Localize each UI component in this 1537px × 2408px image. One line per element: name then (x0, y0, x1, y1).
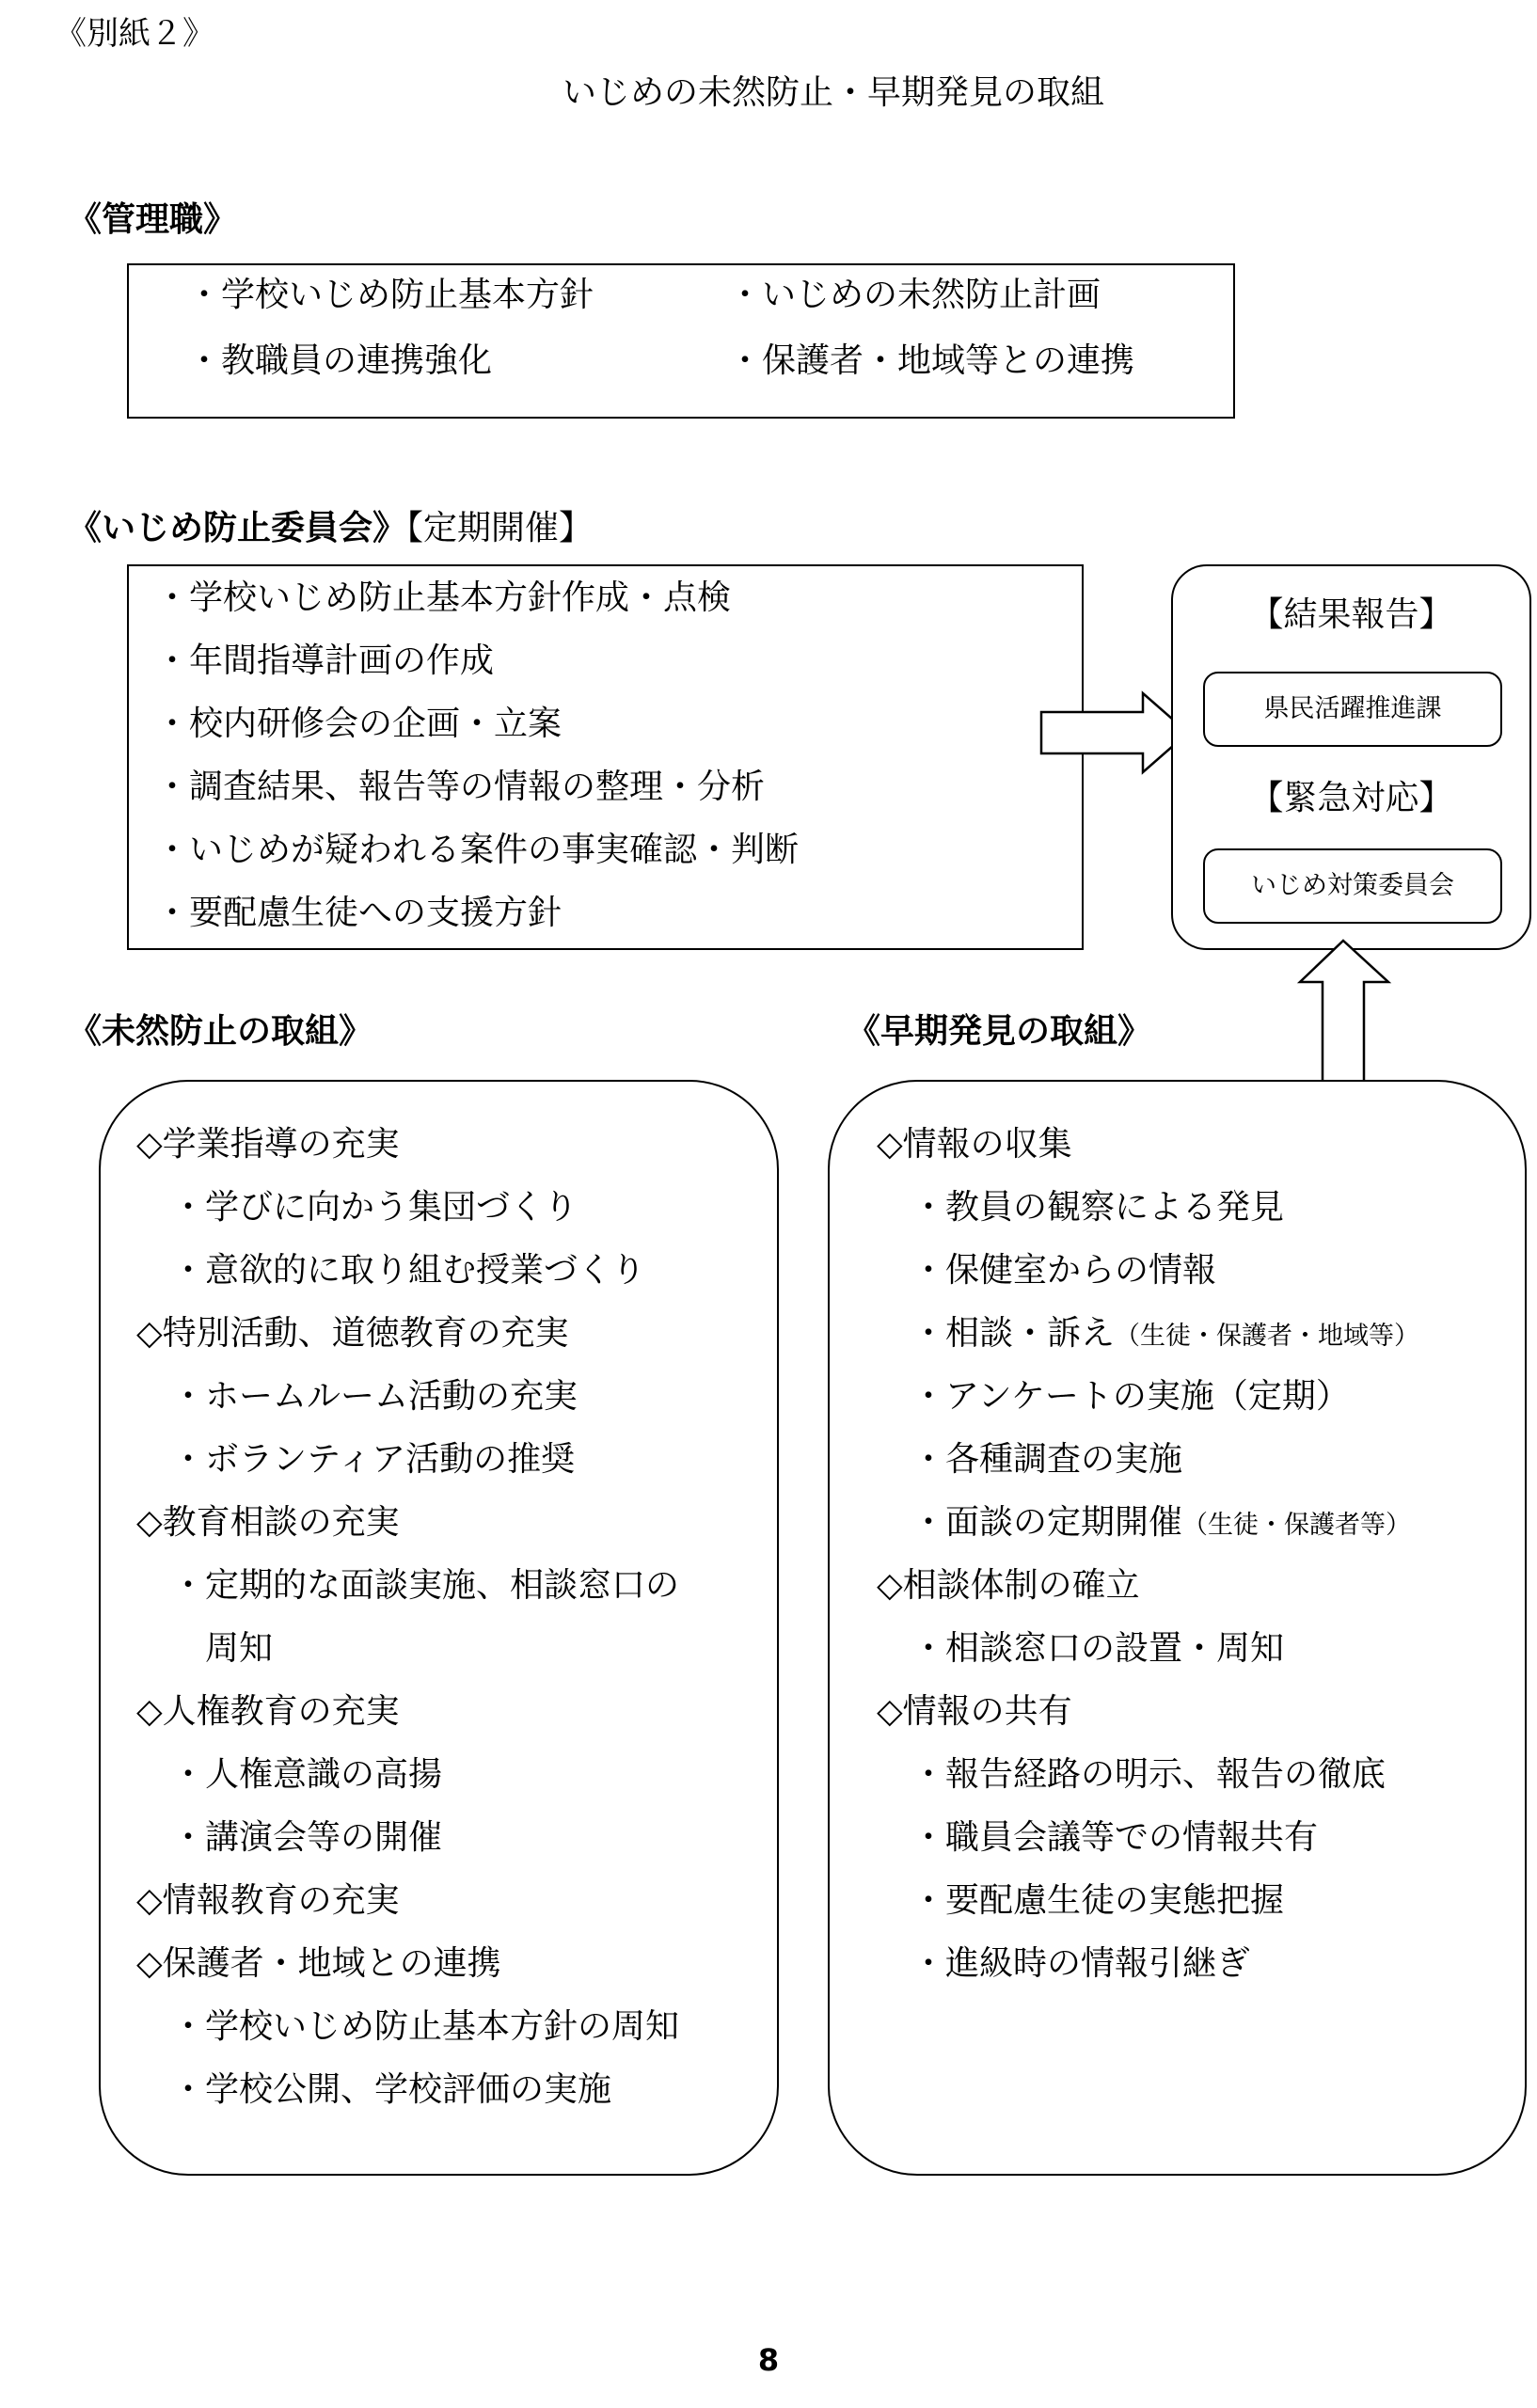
early-item: ・各種調査の実施 (911, 1440, 1183, 1479)
management-heading: 《管理職》 (68, 200, 238, 239)
page-title: いじめの未然防止・早期発見の取組 (563, 73, 1105, 112)
early-item: ・報告経路の明示、報告の徹底 (911, 1755, 1386, 1794)
result-target: 県民活躍推進課 (1263, 694, 1442, 723)
committee-item: ・学校いじめ防止基本方針作成・点検 (155, 578, 732, 617)
prevention-category: ◇人権教育の充実 (136, 1692, 400, 1731)
early-detection-heading: 《早期発見の取組》 (847, 1012, 1152, 1051)
committee-box (127, 564, 1084, 950)
early-item-interview (911, 1502, 1411, 1546)
right-arrow-icon (1039, 691, 1190, 776)
early-item-note: （生徒・保護者等） (1182, 1511, 1412, 1540)
emergency-target-box (1203, 848, 1502, 924)
attachment-label: 《別紙２》 (55, 15, 214, 53)
prevention-item: ・ホームルーム活動の充実 (171, 1377, 578, 1416)
early-category: ◇相談体制の確立 (877, 1566, 1140, 1605)
management-item: ・いじめの未然防止計画 (728, 276, 1101, 314)
report-panel (1171, 564, 1531, 950)
early-item: ・保健室からの情報 (911, 1251, 1217, 1290)
prevention-category: ◇情報教育の充実 (136, 1881, 400, 1920)
early-category: ◇情報の収集 (877, 1125, 1072, 1164)
early-item-consultation (911, 1313, 1419, 1357)
emergency-label: 【緊急対応】 (1249, 779, 1453, 817)
committee-item: ・年間指導計画の作成 (155, 642, 495, 680)
committee-item: ・いじめが疑われる案件の事実確認・判断 (155, 831, 800, 869)
prevention-category: ◇学業指導の充実 (136, 1125, 400, 1164)
management-item: ・保護者・地域等との連携 (728, 341, 1135, 380)
early-item: ・アンケートの実施（定期） (911, 1377, 1350, 1416)
early-item: ・進級時の情報引継ぎ (911, 1944, 1251, 1983)
committee-frequency: 【定期開催】 (406, 509, 594, 547)
early-item: ・相談・訴え (911, 1314, 1116, 1353)
early-item: ・要配慮生徒の実態把握 (911, 1881, 1285, 1920)
result-target-box (1203, 672, 1502, 747)
prevention-item: ・ボランティア活動の推奨 (171, 1440, 576, 1479)
result-report-label: 【結果報告】 (1249, 595, 1453, 634)
management-item: ・教職員の連携強化 (187, 341, 493, 380)
prevention-item-continuation: 周知 (205, 1629, 274, 1668)
emergency-target: いじめ対策委員会 (1251, 871, 1454, 900)
prevention-item: ・学校公開、学校評価の実施 (171, 2070, 612, 2109)
committee-item: ・要配慮生徒への支援方針 (155, 894, 563, 932)
prevention-item: ・人権意識の高揚 (171, 1755, 443, 1794)
early-item: ・職員会議等での情報共有 (911, 1818, 1319, 1857)
prevention-item: ・定期的な面談実施、相談窓口の (171, 1566, 680, 1605)
prevention-category: ◇教育相談の充実 (136, 1503, 400, 1542)
prevention-heading: 《未然防止の取組》 (68, 1012, 373, 1051)
prevention-item: ・講演会等の開催 (171, 1818, 443, 1857)
up-arrow-icon (1298, 939, 1392, 1101)
early-category: ◇情報の共有 (877, 1692, 1072, 1731)
early-item: ・相談窓口の設置・周知 (911, 1629, 1285, 1668)
committee-heading-row (68, 501, 593, 549)
prevention-item: ・学びに向かう集団づくり (171, 1188, 578, 1227)
prevention-category: ◇保護者・地域との連携 (136, 1944, 501, 1983)
prevention-item: ・意欲的に取り組む授業づくり (171, 1251, 646, 1290)
early-item: ・教員の観察による発見 (911, 1188, 1285, 1227)
management-box (127, 263, 1235, 419)
committee-item: ・校内研修会の企画・立案 (155, 705, 563, 743)
prevention-category: ◇特別活動、道徳教育の充実 (136, 1314, 569, 1353)
committee-item: ・調査結果、報告等の情報の整理・分析 (155, 768, 766, 806)
prevention-box (99, 1080, 779, 2176)
early-item-note: （生徒・保護者・地域等） (1115, 1322, 1420, 1351)
prevention-item: ・学校いじめ防止基本方針の周知 (171, 2007, 680, 2046)
management-item: ・学校いじめ防止基本方針 (187, 276, 594, 314)
early-item: ・面談の定期開催 (911, 1503, 1183, 1542)
early-detection-box (828, 1080, 1527, 2176)
committee-heading: 《いじめ防止委員会》 (68, 509, 407, 547)
page-number: 8 (757, 2342, 780, 2378)
